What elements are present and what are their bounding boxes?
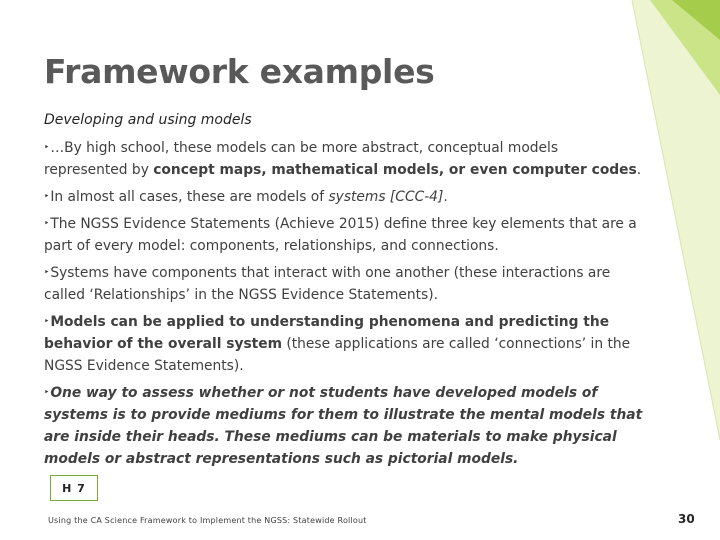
bullet-text: …By high school, these models can be more abstract, conceptual models represented by: [44, 140, 559, 178]
bullet-text: .: [443, 189, 448, 205]
bullet-item-4: [44, 262, 644, 306]
page-number: 30: [678, 512, 695, 526]
bullet-item-1: [44, 137, 644, 181]
bullet-item-2: [44, 186, 644, 208]
bullet-icon: ‣: [44, 143, 50, 153]
bullet-icon: ‣: [44, 192, 50, 202]
bullet-text: (these applications are called ‘connections’ in the NGSS Evidence Statements).: [44, 336, 631, 374]
bullet-icon: ‣: [44, 388, 50, 398]
bullet-item-5: [44, 311, 644, 377]
bullet-italic-text: systems [CCC-4]: [328, 189, 444, 205]
bullet-icon: ‣: [44, 219, 50, 229]
slide-subtitle: Developing and using models: [44, 112, 252, 128]
bullet-text: The NGSS Evidence Statements (Achieve 2015) define three key elements that are a part of every model: components, relationships, and connections.: [44, 216, 637, 254]
bullet-item-6: [44, 382, 644, 470]
bullet-icon: ‣: [44, 317, 50, 327]
bullet-bold-italic-text: One way to assess whether or not students have developed models of systems is to provide mediums for them to illustrate the mental models that are inside their heads. These mediums can be materials to make physical models or abstract representations such as pictorial models.: [44, 385, 643, 467]
slide-footer: Using the CA Science Framework to Implement the NGSS: Statewide Rollout: [48, 516, 367, 525]
bullet-bold-text: Models can be applied to understanding phenomena and predicting the behavior of the overall system: [44, 314, 610, 352]
bullet-list: [44, 137, 644, 475]
bullet-text: Systems have components that interact with one another (these interactions are called ‘Relationships’ in the NGSS Evidence Statements).: [44, 265, 611, 303]
handout-badge: H 7: [50, 475, 98, 501]
bullet-bold-text: concept maps, mathematical models, or even computer codes: [153, 162, 637, 178]
bullet-text: In almost all cases, these are models of: [50, 189, 329, 205]
bullet-icon: ‣: [44, 268, 50, 278]
slide-title: Framework examples: [44, 52, 435, 91]
bullet-text: .: [636, 162, 642, 178]
bullet-item-3: [44, 213, 644, 257]
